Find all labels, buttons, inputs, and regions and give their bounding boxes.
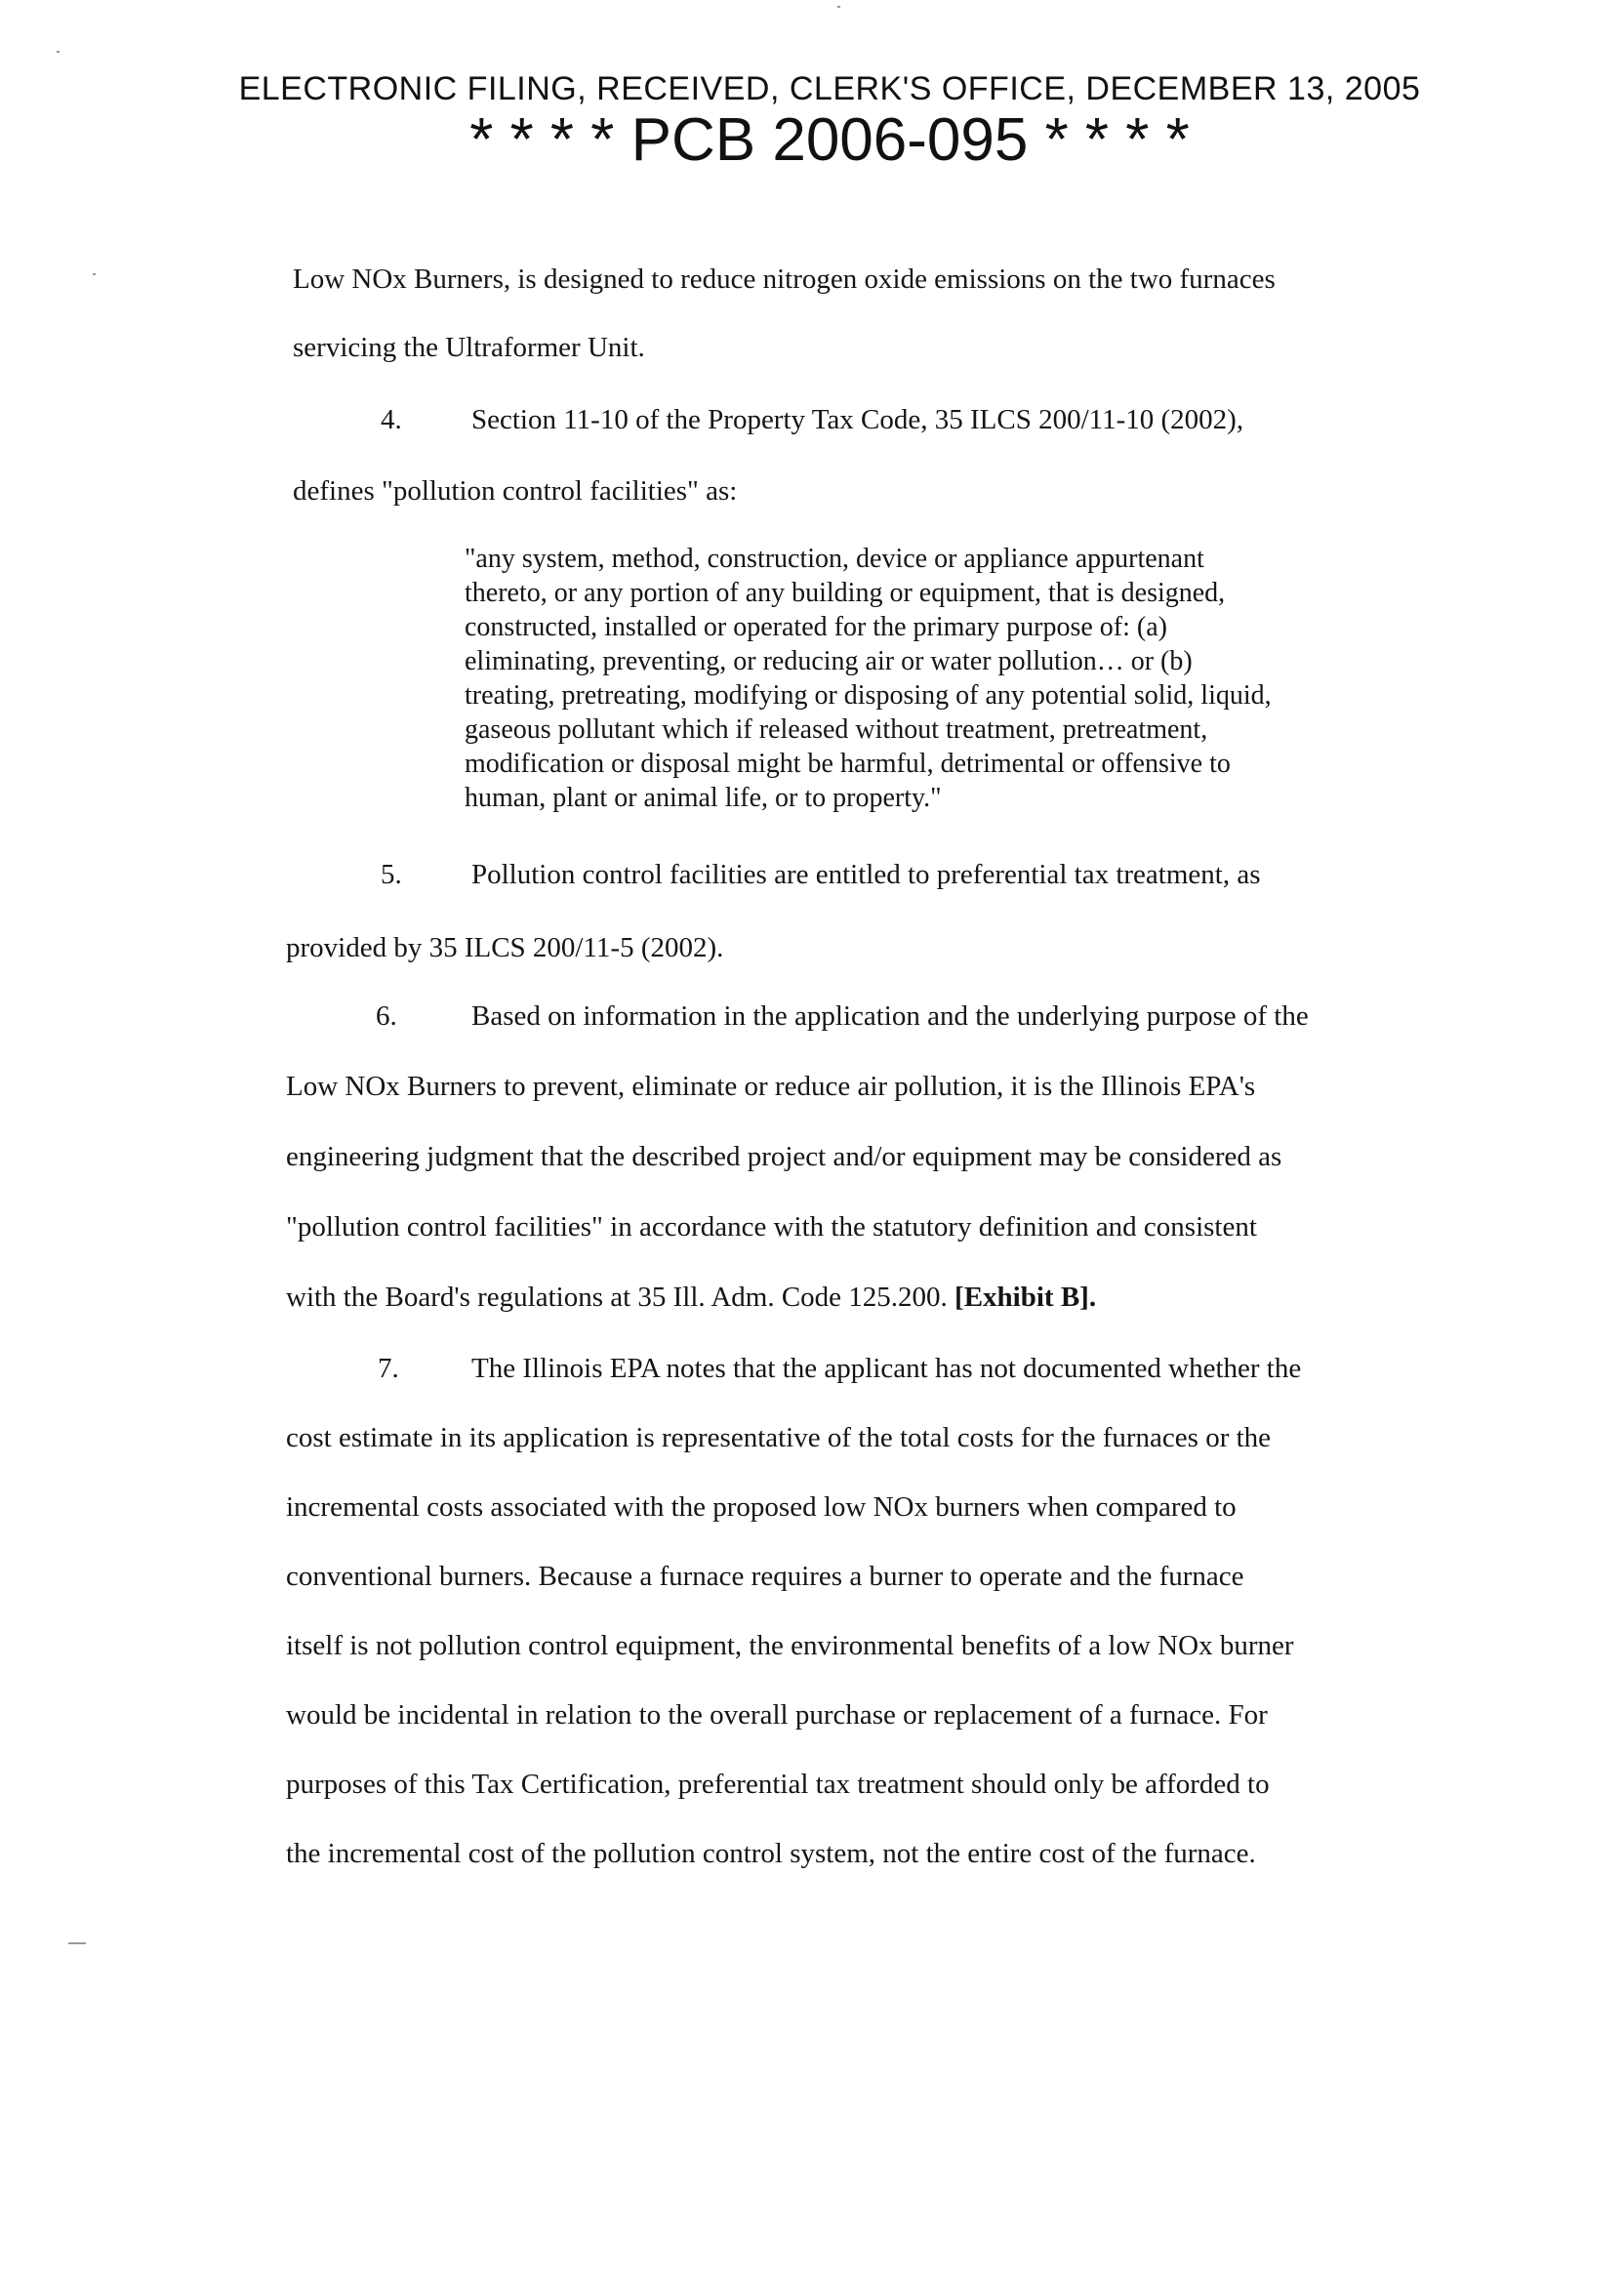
para-7-line-6: would be incidental in relation to the overall purchase or replacement of a furnace. For (286, 1699, 1268, 1731)
case-number: * * * * PCB 2006-095 * * * * (469, 106, 1190, 174)
para-7-line-4: conventional burners. Because a furnace requires a burner to operate and the furnace (286, 1561, 1244, 1592)
para-7-line-7: purposes of this Tax Certification, preferential tax treatment should only be afforded to (286, 1769, 1270, 1800)
filing-stamp: ELECTRONIC FILING, RECEIVED, CLERK'S OFFICE, DECEMBER 13, 2005 (238, 70, 1421, 107)
scan-speck (837, 6, 840, 8)
quote-line: thereto, or any portion of any building or equipment, that is designed, (465, 578, 1226, 608)
intro-line-2: servicing the Ultraformer Unit. (293, 332, 645, 363)
para-7-number: 7. (378, 1353, 399, 1384)
quote-line: "any system, method, construction, device or appliance appurtenant (465, 544, 1204, 574)
para-4-line-1: Section 11-10 of the Property Tax Code, 35 ILCS 200/11-10 (2002), (471, 404, 1244, 435)
quote-line: gaseous pollutant which if released without treatment, pretreatment, (465, 714, 1208, 745)
para-4-line-2: defines "pollution control facilities" as: (293, 475, 738, 507)
para-5-line-1: Pollution control facilities are entitled to preferential tax treatment, as (471, 859, 1261, 890)
para-6-line-4: "pollution control facilities" in accordance with the statutory definition and consistent (286, 1211, 1257, 1243)
quote-line: constructed, installed or operated for the primary purpose of: (a) (465, 612, 1167, 642)
para-7-line-8: the incremental cost of the pollution control system, not the entire cost of the furnace. (286, 1838, 1256, 1869)
para-6-line-5 (286, 1282, 1096, 1314)
para-4-number: 4. (381, 404, 402, 435)
scan-speck (57, 51, 60, 53)
para-6-line-5-text: with the Board's regulations at 35 Ill. Adm. Code 125.200. (286, 1282, 948, 1313)
para-7-line-3: incremental costs associated with the proposed low NOx burners when compared to (286, 1491, 1237, 1523)
para-5-line-2: provided by 35 ILCS 200/11-5 (2002). (286, 932, 724, 963)
para-6-line-2: Low NOx Burners to prevent, eliminate or reduce air pollution, it is the Illinois EPA's (286, 1071, 1256, 1102)
quote-line: eliminating, preventing, or reducing air or water pollution… or (b) (465, 646, 1193, 676)
para-5-number: 5. (381, 859, 402, 890)
quote-line: modification or disposal might be harmful, detrimental or offensive to (465, 749, 1231, 779)
para-6-line-1: Based on information in the application and the underlying purpose of the (471, 1000, 1309, 1032)
para-7-line-5: itself is not pollution control equipment, the environmental benefits of a low NOx burner (286, 1630, 1294, 1661)
scan-speck (68, 1942, 86, 1944)
scan-speck (93, 273, 96, 275)
para-7-line-1: The Illinois EPA notes that the applicant has not documented whether the (471, 1353, 1302, 1384)
quote-line: human, plant or animal life, or to property." (465, 783, 942, 813)
para-6-number: 6. (376, 1000, 397, 1032)
para-7-line-2: cost estimate in its application is representative of the total costs for the furnaces or the (286, 1422, 1272, 1453)
quote-line: treating, pretreating, modifying or disposing of any potential solid, liquid, (465, 680, 1272, 711)
intro-line-1: Low NOx Burners, is designed to reduce nitrogen oxide emissions on the two furnaces (293, 264, 1276, 295)
exhibit-reference: [Exhibit B]. (954, 1282, 1097, 1313)
para-6-line-3: engineering judgment that the described project and/or equipment may be considered as (286, 1141, 1282, 1172)
